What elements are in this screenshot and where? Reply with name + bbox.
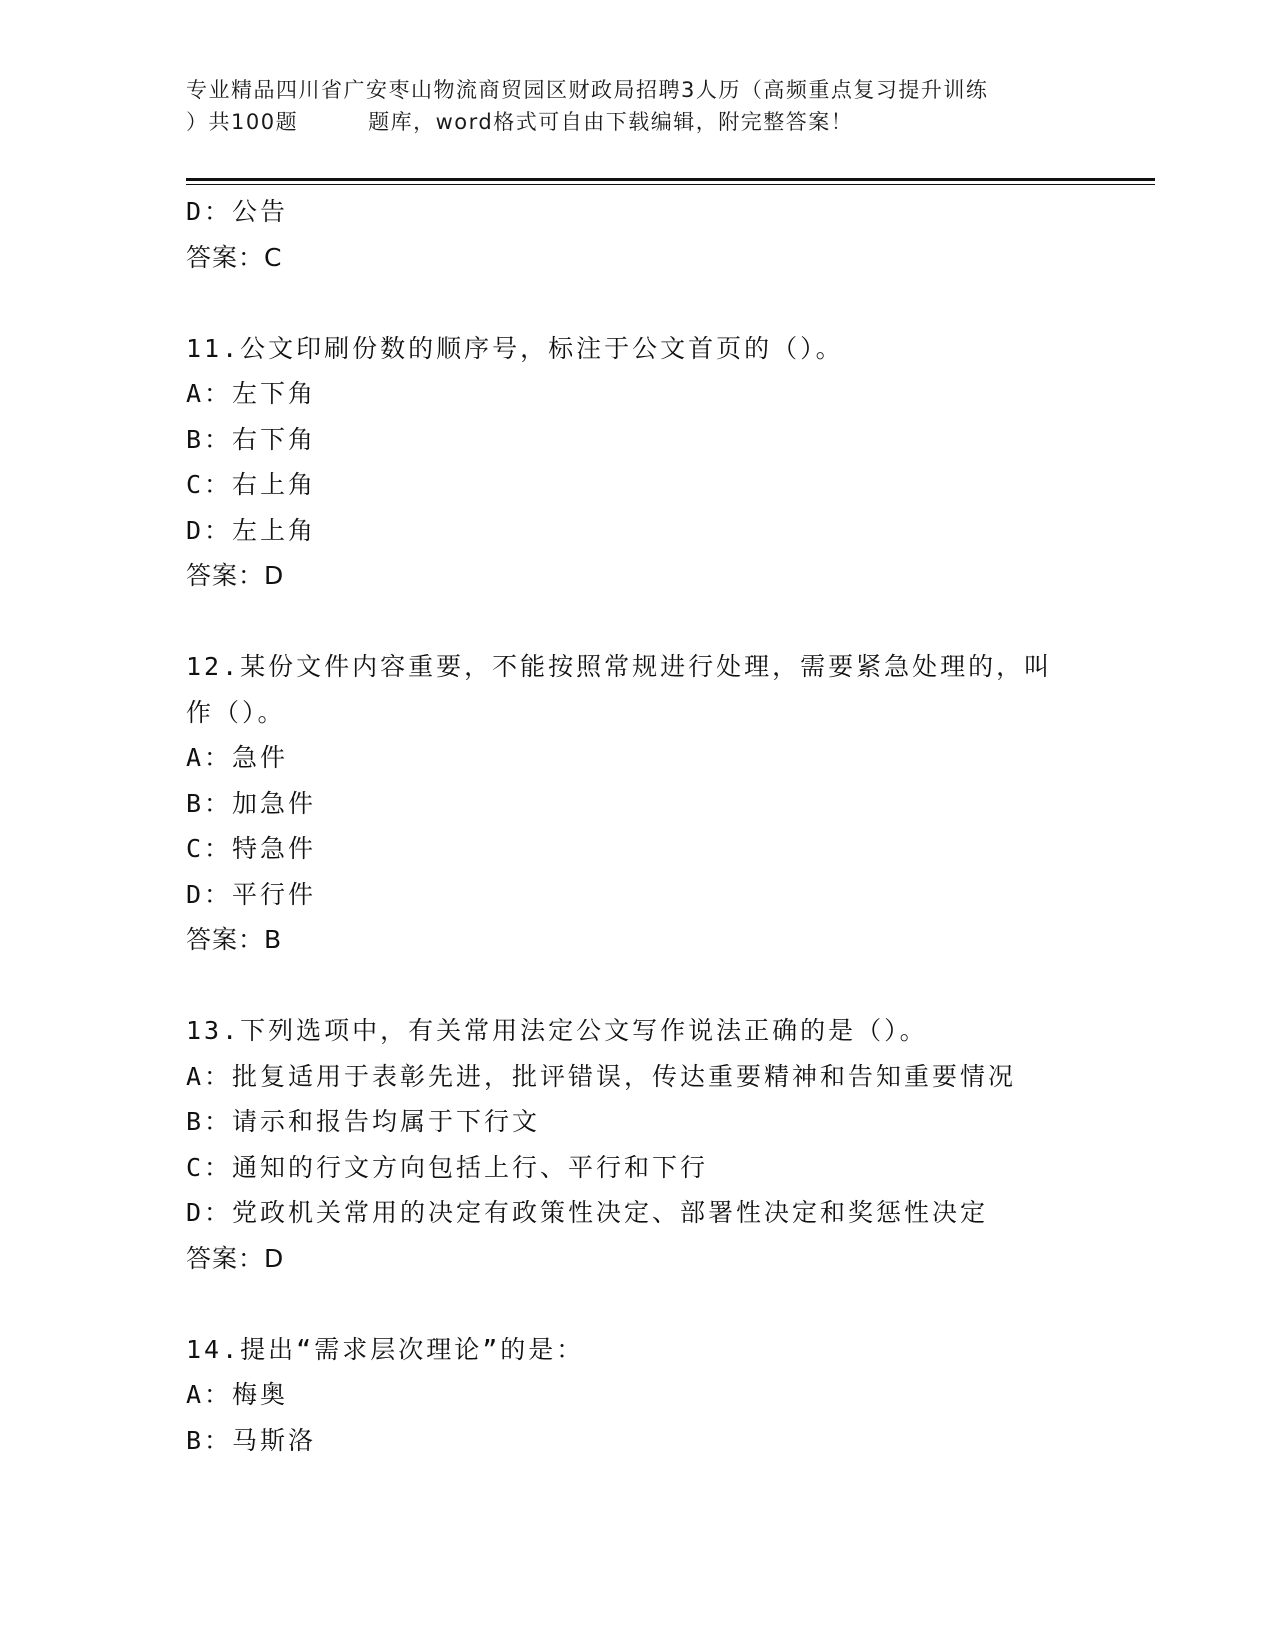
question-stem-line-2: 作（）。 xyxy=(186,697,286,727)
question-content xyxy=(186,189,1086,1463)
question-13 xyxy=(186,1008,1086,1281)
header-divider-thin xyxy=(186,184,1155,185)
document-header xyxy=(186,74,1086,138)
option-b: B：请示和报告均属于下行文 xyxy=(186,1107,541,1136)
header-divider-thick xyxy=(186,178,1155,181)
option-c: C：特急件 xyxy=(186,834,317,863)
header-description: 题库，word格式可自由下载编辑，附完整答案！ xyxy=(368,110,854,134)
option-d: D：公告 xyxy=(186,197,289,226)
header-question-count: ）共100题 xyxy=(186,110,299,134)
question-stem-line-1: 12.某份文件内容重要，不能按照常规进行处理，需要紧急处理的，叫 xyxy=(186,652,1053,681)
question-stem: 14.提出“需求层次理论”的是： xyxy=(186,1334,585,1364)
option-b: B：右下角 xyxy=(186,424,317,454)
option-d: D：党政机关常用的决定有政策性决定、部署性决定和奖惩性决定 xyxy=(186,1198,989,1227)
question-11 xyxy=(186,326,1086,599)
answer-line: 答案：B xyxy=(186,925,283,954)
question-stem: 13.下列选项中，有关常用法定公文写作说法正确的是（）。 xyxy=(186,1016,928,1045)
header-title-line-2 xyxy=(186,106,1086,138)
option-a: A：急件 xyxy=(186,743,289,772)
previous-question-tail xyxy=(186,189,1086,280)
option-d: D：左上角 xyxy=(186,515,317,545)
header-title-line-1: 专业精品四川省广安枣山物流商贸园区财政局招聘3人历（高频重点复习提升训练 xyxy=(186,78,989,102)
question-stem: 11.公文印刷份数的顺序号，标注于公文首页的（）。 xyxy=(186,333,844,363)
answer-line: 答案：D xyxy=(186,1243,285,1273)
option-a: A：梅奥 xyxy=(186,1380,289,1409)
question-14 xyxy=(186,1327,1086,1464)
question-12 xyxy=(186,644,1086,963)
answer-line: 答案：C xyxy=(186,242,283,272)
option-c: C：右上角 xyxy=(186,470,317,499)
option-a: A：批复适用于表彰先进，批评错误，传达重要精神和告知重要情况 xyxy=(186,1061,1017,1091)
option-d: D：平行件 xyxy=(186,879,317,909)
option-a: A：左下角 xyxy=(186,379,317,408)
option-c: C：通知的行文方向包括上行、平行和下行 xyxy=(186,1152,709,1182)
option-b: B：马斯洛 xyxy=(186,1425,317,1455)
option-b: B：加急件 xyxy=(186,788,317,818)
answer-line: 答案：D xyxy=(186,561,285,590)
